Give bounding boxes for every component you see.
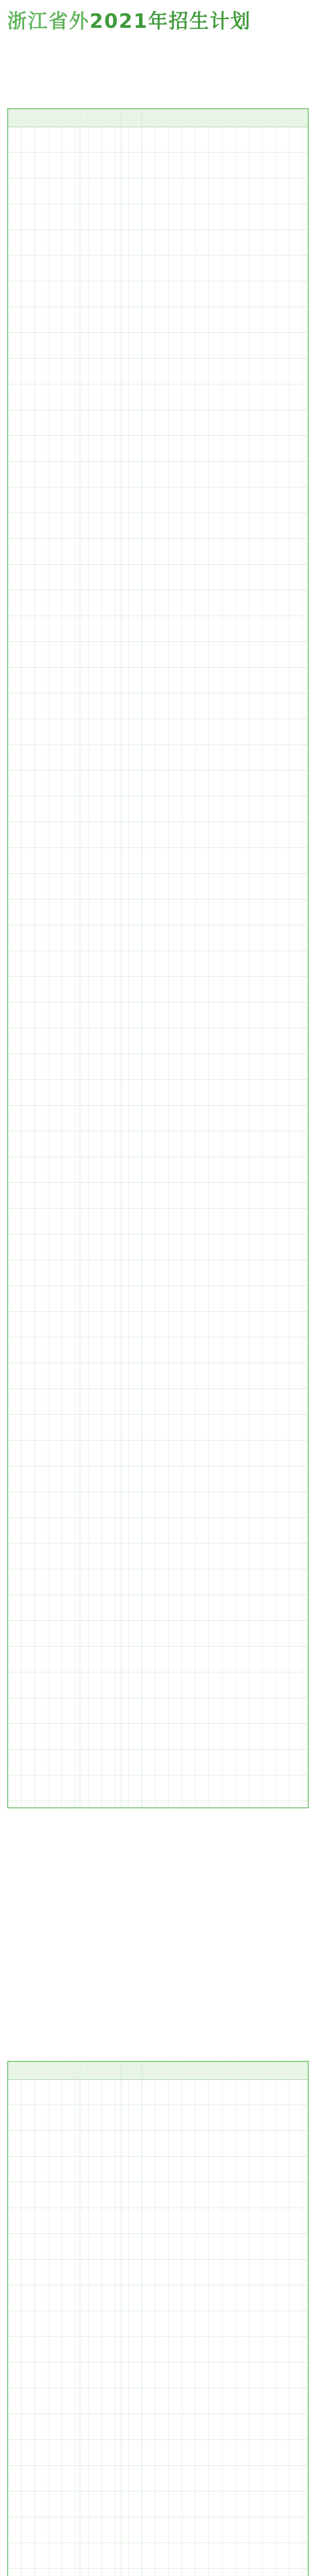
enrollment-table-b (7, 2061, 309, 2576)
page-title (7, 5, 251, 33)
table-b-header-row (8, 2062, 308, 2080)
table-b-body (8, 2079, 308, 2576)
table-a-body (8, 127, 308, 1807)
enrollment-table-a (7, 108, 309, 1808)
page-header (7, 5, 310, 103)
table-a-header-row (8, 109, 308, 127)
page-title-accent: 2021年招生计划 (90, 10, 251, 32)
page-title-main: 浙江省外 (7, 10, 90, 32)
